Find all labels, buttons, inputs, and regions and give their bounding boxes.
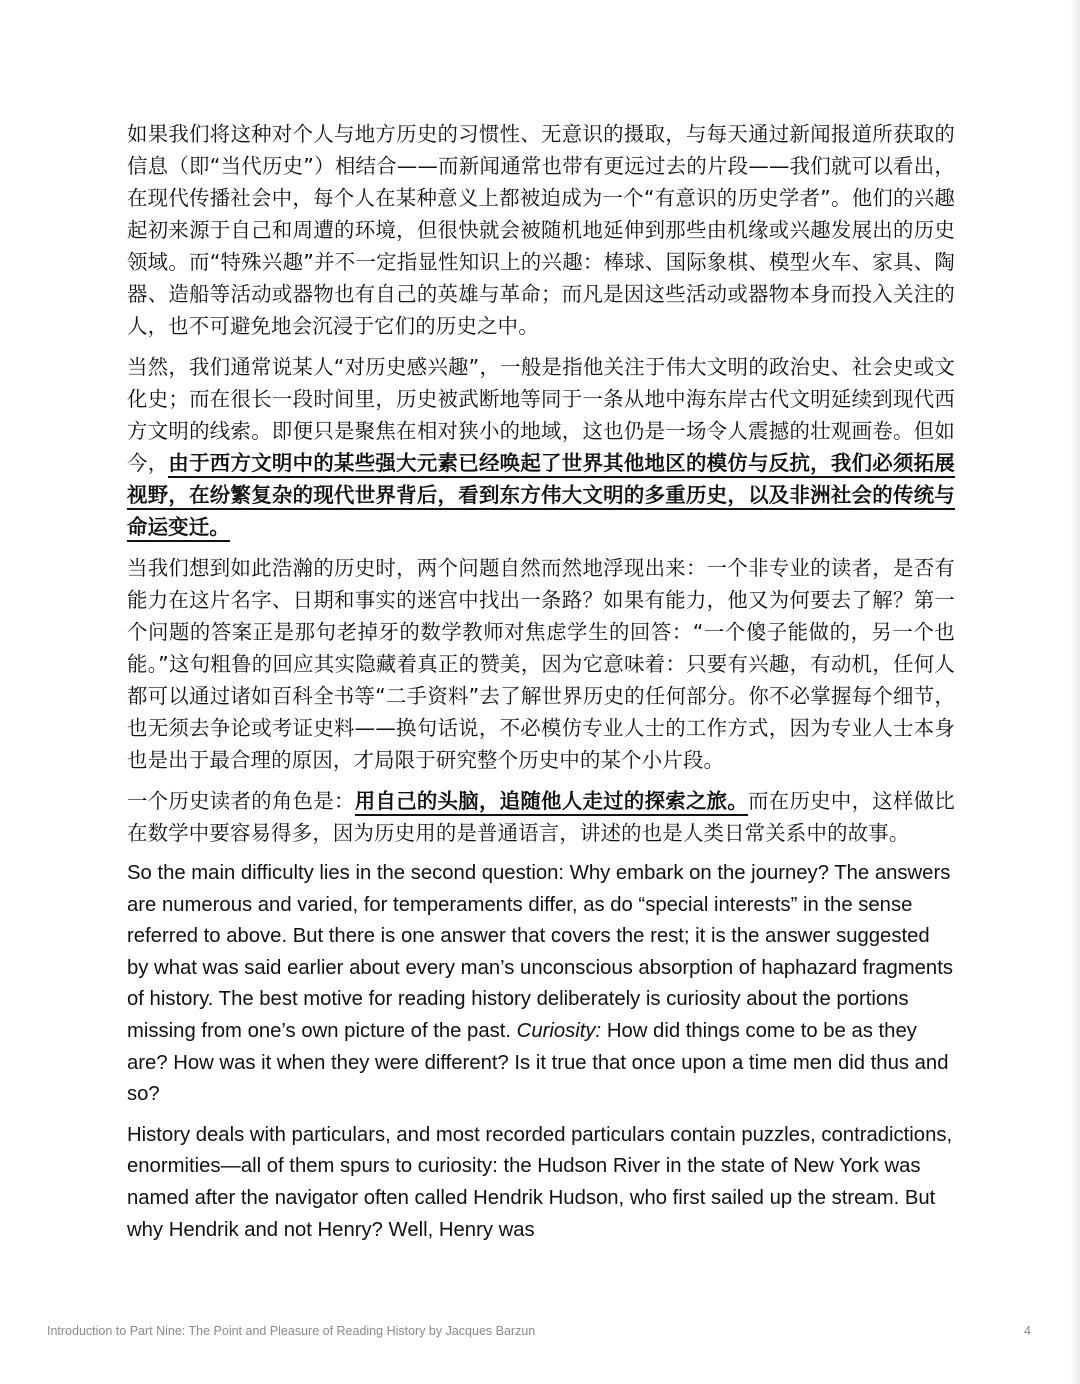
highlighted-text: 由于西方文明中的某些强大元素已经唤起了世界其他地区的模仿与反抗，我们必须拓展视野，在纷繁复杂的现代世界背后，看到东方伟大文明的多重历史，以及非洲社会的传统与命运变迁。 bbox=[127, 451, 955, 542]
paragraph-text: History deals with particulars, and most recorded particulars contain puzzles, contradictions, enormities—all of them spurs to curiosity: the Hudson River in the state of New York was named after the navigator often called Hendrik Hudson, who first sailed up the stream. But why Hendrik and not Henry? Well, Henry was bbox=[127, 1123, 953, 1241]
paragraph-text: So the main difficulty lies in the second question: Why embark on the journey? The answers are numerous and varied, for temperaments differ, as do “special interests” in the sense referred to above. But there is one answer that covers the rest; it is the answer suggested by what was said earlier about every man’s unconscious absorption of haphazard fragments of history. The best motive for reading history deliberately is curiosity about the portions missing from one’s own picture of the past. bbox=[127, 862, 953, 1042]
paragraph-text: 当然，我们通常说某人“对历史感兴趣”，一般是指他关注于伟大文明的政治史、社会史或文化史；而在很长一段时间里，历史被武断地等同于一条从地中海东岸古代文明延续到现代西方文明的线索。即便只是聚焦在相对狭小的地域，这也仍是一场令人震撼的壮观画卷。但如今， bbox=[127, 355, 955, 475]
italic-text: Curiosity: bbox=[516, 1019, 602, 1042]
paragraph-text: 如果我们将这种对个人与地方历史的习惯性、无意识的摄取，与每天通过新闻报道所获取的信息（即“当代历史”）相结合——而新闻通常也带有更远过去的片段——我们就可以看出，在现代传播社会中，每个人在某种意义上都被迫成为一个“有意识的历史学者”。他们的兴趣起初来源于自己和周遭的环境，但很快就会被随机地延伸到那些由机缘或兴趣发展出的历史领域。而“特殊兴趣”并不一定指显性知识上的兴趣：棒球、国际象棋、模型火车、家具、陶器、造船等活动或器物也有自己的英雄与革命；而凡是因这些活动或器物本身而投入关注的人，也不可避免地会沉浸于它们的历史之中。 bbox=[127, 122, 955, 338]
footer-source: Introduction to Part Nine: The Point and Pleasure of Reading History by Jacques Barzun bbox=[47, 1324, 536, 1338]
paragraph-en-2 bbox=[127, 1120, 955, 1246]
document-body bbox=[127, 118, 955, 1255]
page-number: 4 bbox=[1024, 1324, 1031, 1338]
paragraph-text: 一个历史读者的角色是： bbox=[127, 789, 355, 813]
highlighted-text: 用自己的头脑，追随他人走过的探索之旅。 bbox=[355, 789, 748, 816]
paragraph-zh-2 bbox=[127, 351, 955, 543]
paragraph-text: 而在历史中，这样做比在数学中要容易得多，因为历史用的是普通语言，讲述的也是人类日常关系中的故事。 bbox=[127, 789, 955, 845]
paragraph-zh-3 bbox=[127, 552, 955, 776]
paragraph-en-1 bbox=[127, 858, 955, 1111]
paragraph-zh-1 bbox=[127, 118, 955, 342]
paragraph-text: 当我们想到如此浩瀚的历史时，两个问题自然而然地浮现出来：一个非专业的读者，是否有能力在这片名字、日期和事实的迷宫中找出一条路？如果有能力，他又为何要去了解？第一个问题的答案正是那句老掉牙的数学教师对焦虑学生的回答：“一个傻子能做的，另一个也能。”这句粗鲁的回应其实隐藏着真正的赞美，因为它意味着：只要有兴趣，有动机，任何人都可以通过诸如百科全书等“二手资料”去了解世界历史的任何部分。你不必掌握每个细节，也无须去争论或考证史料——换句话说，不必模仿专业人士的工作方式，因为专业人士本身也是出于最合理的原因，才局限于研究整个历史中的某个小片段。 bbox=[127, 556, 955, 772]
page-edge-shadow bbox=[1070, 0, 1080, 1384]
paragraph-zh-4 bbox=[127, 785, 955, 849]
paragraph-text: How did things come to be as they are? How was it when they were different? Is it true that once upon a time men did thus and so? bbox=[127, 1019, 949, 1106]
